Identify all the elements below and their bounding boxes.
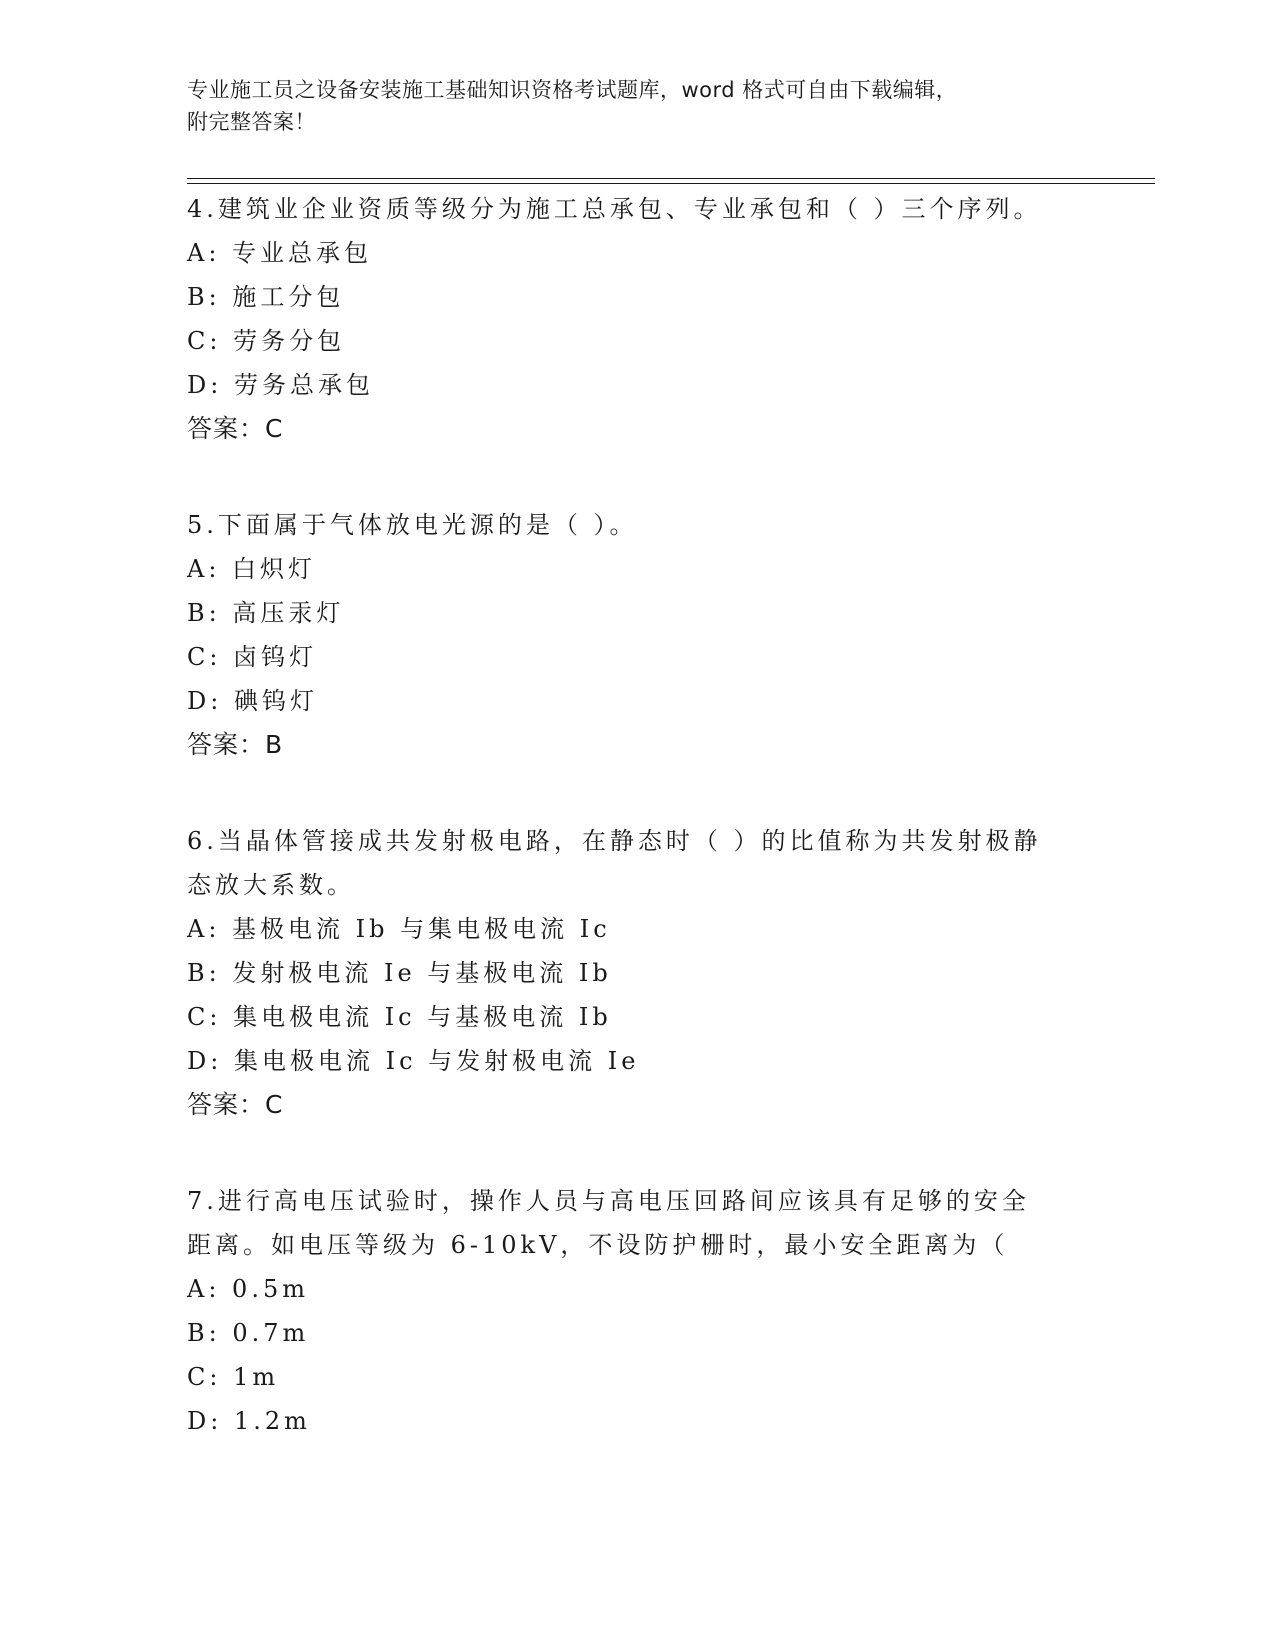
- question-stem-line-1: 6.当晶体管接成共发射极电路，在静态时（ ）的比值称为共发射极静: [187, 827, 1042, 855]
- option-d: D: 1.2m: [187, 1407, 311, 1435]
- question-stem-line-1: 7.进行高电压试验时，操作人员与高电压回路间应该具有足够的安全: [187, 1187, 1030, 1215]
- header-divider-bottom: [187, 183, 1155, 184]
- header-line-1: 专业施工员之设备安装施工基础知识资格考试题库，word 格式可自由下载编辑，: [187, 78, 958, 102]
- option-d: D: 碘钨灯: [187, 687, 318, 715]
- question-stem: 5.下面属于气体放电光源的是（ ）。: [187, 511, 638, 539]
- question-stem: 4.建筑业企业资质等级分为施工总承包、专业承包和（ ）三个序列。: [187, 195, 1042, 223]
- option-a: A: 白炽灯: [187, 555, 317, 583]
- document-header: [187, 74, 1087, 138]
- answer-line: 答案：C: [187, 1090, 284, 1119]
- question-stem-line-2: 态放大系数。: [187, 871, 355, 899]
- option-a: A: 基极电流 Ib 与集电极电流 Ic: [187, 915, 611, 943]
- option-a: A: 专业总承包: [187, 239, 373, 267]
- option-d: D: 劳务总承包: [187, 371, 374, 399]
- header-line-2: 附完整答案！: [187, 110, 316, 134]
- question-stem-line-2: 距离。如电压等级为 6-10kV，不设防护栅时，最小安全距离为（: [187, 1231, 1009, 1259]
- option-c: C: 劳务分包: [187, 327, 346, 355]
- option-b: B: 高压汞灯: [187, 599, 345, 627]
- option-b: B: 施工分包: [187, 283, 345, 311]
- option-c: C: 集电极电流 Ic 与基极电流 Ib: [187, 1003, 612, 1031]
- option-d: D: 集电极电流 Ic 与发射极电流 Ie: [187, 1047, 640, 1075]
- option-c: C: 1m: [187, 1363, 280, 1391]
- option-a: A: 0.5m: [187, 1275, 309, 1303]
- answer-line: 答案：C: [187, 414, 284, 443]
- header-divider-top: [187, 178, 1155, 179]
- option-b: B: 0.7m: [187, 1319, 310, 1347]
- answer-line: 答案：B: [187, 730, 284, 759]
- option-b: B: 发射极电流 Ie 与基极电流 Ib: [187, 959, 612, 987]
- option-c: C: 卤钨灯: [187, 643, 318, 671]
